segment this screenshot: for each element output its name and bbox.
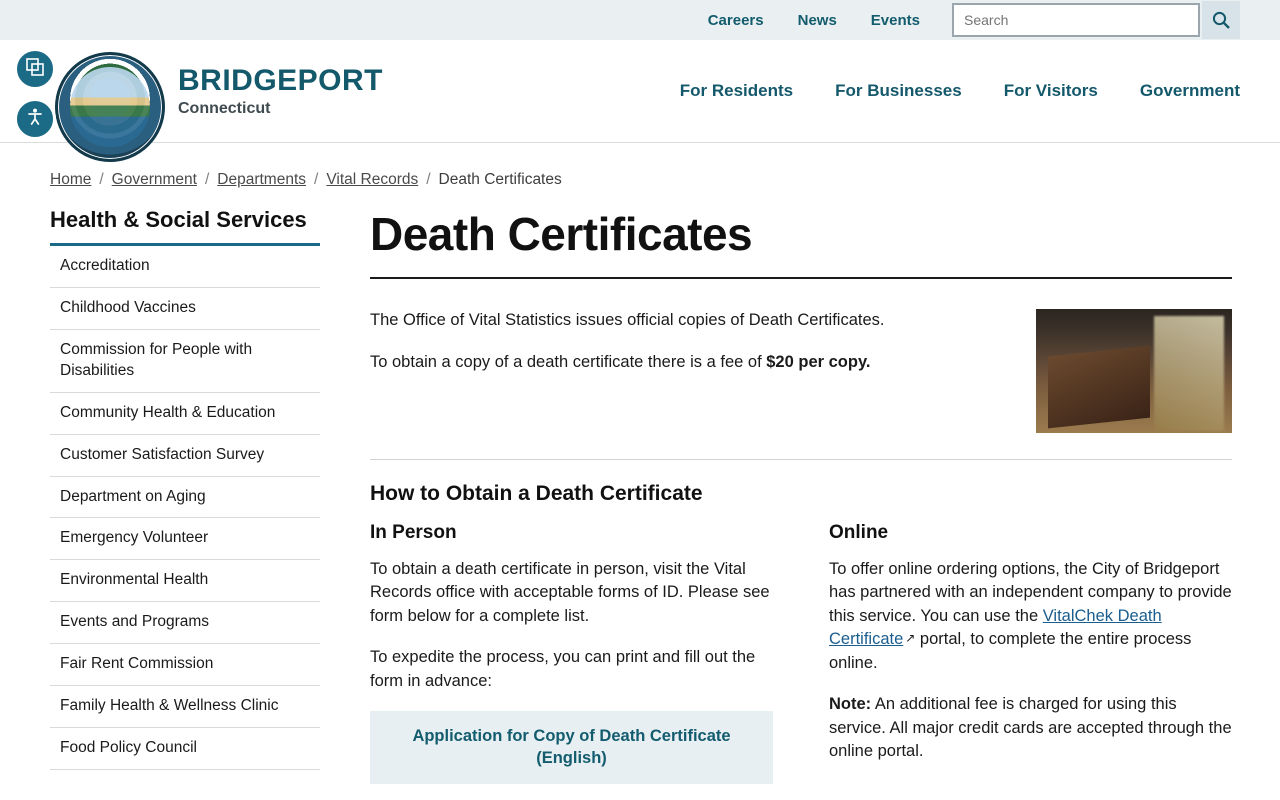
search-icon [1211,10,1231,30]
translate-icon [25,57,45,82]
sidebar-item-events-and-programs[interactable]: Events and Programs [50,602,320,644]
title-divider [370,277,1232,279]
intro-paragraph-2 [370,351,1006,375]
breadcrumb [0,143,1280,189]
in-person-paragraph-2: To expedite the process, you can print and fill out the form in advance: [370,648,756,690]
intro-text [370,309,1006,375]
online-note-label: Note: [829,695,872,714]
utility-link-events[interactable]: Events [870,11,920,29]
online-note [829,693,1232,763]
in-person-column [370,522,773,784]
breadcrumb-item-departments[interactable]: Departments [217,171,307,188]
online-note-text: An additional fee is charged for using this service. All major credit cards are accepted through the online portal. [829,695,1232,760]
sidebar-list [50,246,320,770]
sidebar-title: Health & Social Services [50,207,320,246]
application-form-cta[interactable] [370,711,773,784]
sidebar-item-environmental-health[interactable]: Environmental Health [50,560,320,602]
application-form-link[interactable]: Application for Copy of Death Certificate (English) [412,727,731,768]
online-text-after-link: portal, to complete the entire process online. [829,630,1192,672]
sidebar-item-department-on-aging[interactable]: Department on Aging [50,477,320,519]
intro-fee-prefix: To obtain a copy of a death certificate there is a fee of [370,352,767,371]
search-input[interactable] [952,3,1200,37]
intro-section [370,309,1232,433]
breadcrumb-separator: / [204,171,210,188]
external-link-icon: ↗ [905,631,916,646]
online-text-before-link: To offer online ordering options, the City of Bridgeport has partnered with an independent company to provide this service. You can use the [829,560,1232,625]
breadcrumb-separator: / [99,171,104,188]
search-area [952,1,1240,39]
intro-fee-amount: $20 per copy. [766,352,871,371]
sidebar [0,207,320,784]
breadcrumb-item-vital-records[interactable]: Vital Records [326,171,419,188]
breadcrumb-item-current: Death Certificates [438,171,562,188]
nav-item-for-visitors[interactable]: For Visitors [1003,81,1098,100]
in-person-heading: In Person [370,522,457,543]
intro-paragraph-1: The Office of Vital Statistics issues official copies of Death Certificates. [370,311,885,329]
page-body [0,189,1280,784]
sidebar-item-childhood-vaccines[interactable]: Childhood Vaccines [50,288,320,330]
how-to-heading: How to Obtain a Death Certificate [370,482,703,505]
online-column [829,522,1232,784]
sidebar-item-commission-for-people-with-disabilities[interactable]: Commission for People with Disabilities [50,330,320,393]
casket-with-flowers-photo [1036,309,1232,433]
translate-button[interactable] [14,48,56,90]
in-person-paragraph-1: To obtain a death certificate in person, visit the Vital Records office with acceptable forms of ID. Please see form below for a complete list. [370,560,770,625]
brand-subtitle: Connecticut [178,99,271,117]
utility-bar [0,0,1280,40]
accessibility-controls [14,48,56,140]
nav-item-for-residents[interactable]: For Residents [679,81,794,100]
page-title: Death Certificates [370,208,753,260]
site-brand[interactable] [178,65,383,118]
sidebar-item-customer-satisfaction-survey[interactable]: Customer Satisfaction Survey [50,435,320,477]
breadcrumb-item-home[interactable]: Home [50,171,92,188]
breadcrumb-separator: / [314,171,319,188]
utility-link-news[interactable]: News [797,11,837,29]
main-navigation [680,81,1240,101]
utility-link-careers[interactable]: Careers [707,11,764,29]
sidebar-item-community-health-education[interactable]: Community Health & Education [50,393,320,435]
sidebar-item-fair-rent-commission[interactable]: Fair Rent Commission [50,644,320,686]
accessibility-person-icon [25,107,45,132]
breadcrumb-item-government[interactable]: Government [111,171,197,188]
vitalchek-link[interactable]: VitalChek Death Certificate [829,606,1162,649]
section-divider [370,459,1232,460]
nav-item-government[interactable]: Government [1139,81,1240,100]
utility-links [708,12,920,29]
sidebar-item-emergency-volunteer[interactable]: Emergency Volunteer [50,518,320,560]
online-paragraph-1 [829,558,1232,675]
brand-name: BRIDGEPORT [178,63,384,97]
search-button[interactable] [1202,1,1240,39]
how-to-columns [370,522,1232,784]
sidebar-item-food-policy-council[interactable]: Food Policy Council [50,728,320,770]
main-content [320,207,1280,784]
site-header [0,40,1280,143]
city-seal-logo[interactable] [55,52,165,162]
online-heading: Online [829,522,889,543]
nav-item-for-businesses[interactable]: For Businesses [835,81,962,100]
sidebar-item-family-health-wellness-clinic[interactable]: Family Health & Wellness Clinic [50,686,320,728]
accessibility-button[interactable] [14,98,56,140]
breadcrumb-separator: / [426,171,431,188]
sidebar-item-accreditation[interactable]: Accreditation [50,246,320,288]
